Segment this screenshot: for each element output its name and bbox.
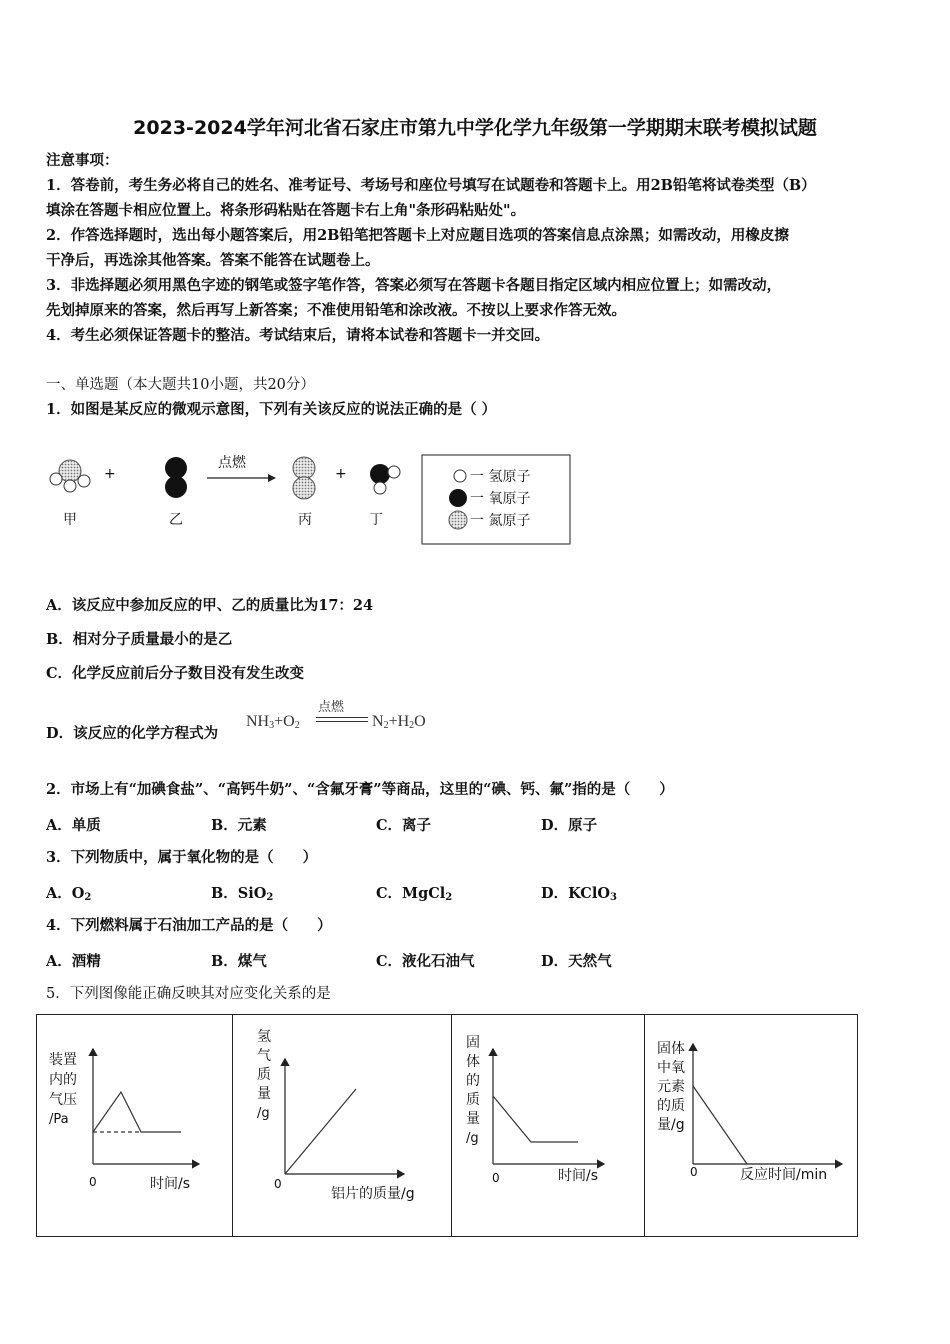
q3-option-b: B．SiO$_2$ — [211, 885, 274, 903]
label-ding: 丁 — [369, 512, 383, 528]
graph-4-origin: 0 — [690, 1165, 698, 1179]
graph-3-xlabel: 时间/s — [558, 1168, 599, 1184]
oxygen-icon — [449, 489, 467, 507]
notice-line: 2．作答选择题时，选出每小题答案后，用2B铅笔把答题卡上对应题目选项的答案信息点涂黑；如需改动，用橡皮擦 — [46, 227, 789, 244]
q4-option-c: C．液化石油气 — [376, 953, 475, 970]
hydrogen-line — [285, 1089, 356, 1174]
q2-option-d: D．原子 — [541, 817, 598, 834]
notice-line: 4．考生必须保证答题卡的整洁。考试结束后，请将本试卷和答题卡一并交回。 — [46, 327, 550, 344]
question-5-stem: 5．下列图像能正确反映其对应变化关系的是 — [46, 986, 331, 1002]
q2-option-b: B．元素 — [211, 817, 267, 834]
graph-4-xlabel: 反应时间/min — [740, 1167, 828, 1183]
oxygen-mass-line — [693, 1086, 747, 1164]
q3-option-a: A．$O_2$ — [46, 885, 92, 903]
chemical-equation: $NH_3+O_2$ — [246, 713, 300, 731]
q1-option-b: B．相对分子质量最小的是乙 — [46, 631, 233, 648]
section-heading: 一、单选题（本大题共10小题，共20分） — [46, 377, 315, 393]
plus-sign: + — [335, 466, 347, 482]
q4-option-d: D．天然气 — [541, 953, 612, 970]
label-bing: 丙 — [298, 512, 312, 528]
notice-line: 3．非选择题必须用黑色字迹的钢笔或签字笔作答，答案必须写在答题卡各题目指定区域内相应位置上；如需改动， — [46, 277, 782, 294]
hydrogen-icon — [454, 470, 466, 482]
question-4-stem: 4．下列燃料属于石油加工产品的是（ ） — [46, 917, 332, 934]
equation-equals — [316, 717, 368, 722]
notice-line: 先划掉原来的答案，然后再写上新答案；不准使用铅笔和涂改液。不按以上要求作答无效。 — [46, 302, 626, 319]
graph-1-origin: 0 — [89, 1175, 97, 1189]
graph-1-ylabel: 装置 内的 气压 /Pa — [49, 1052, 77, 1127]
q1-option-c: C．化学反应前后分子数目没有发生改变 — [46, 665, 305, 682]
arrow-label: 点燃 — [218, 455, 246, 471]
label-yi: 乙 — [169, 512, 183, 528]
question-1-stem: 1．如图是某反应的微观示意图，下列有关该反应的说法正确的是（ ） — [46, 401, 497, 418]
graph-3-ylabel: 固 体 的 质 量 /g — [466, 1035, 480, 1146]
molecule-bing — [293, 457, 315, 499]
q3-option-c: C．MgCl$_2$ — [376, 885, 453, 903]
nitrogen-icon — [449, 511, 467, 529]
graph-2 — [285, 1059, 404, 1174]
page-title: 2023-2024学年河北省石家庄市第九中学化学九年级第一学期期末联考模拟试题 — [133, 117, 817, 139]
molecule-ding — [370, 464, 400, 494]
notice-line: 1．答卷前，考生务必将自己的姓名、准考证号、考场号和座位号填写在试题卷和答题卡上。用2B铅笔将试卷类型（B） — [46, 177, 816, 194]
q4-option-b: B．煤气 — [211, 953, 267, 970]
legend-nitrogen: 一 氮原子 — [470, 513, 531, 529]
q1-option-a: A．该反应中参加反应的甲、乙的质量比为17：24 — [46, 597, 374, 614]
question-2-stem: 2．市场上有“加碘食盐”、“高钙牛奶”、“含氟牙膏”等商品，这里的“碘、钙、氟”指的是（ ） — [46, 781, 674, 798]
graph-2-xlabel: 铝片的质量/g — [331, 1186, 415, 1202]
molecule-jia — [50, 460, 90, 492]
q2-option-c: C．离子 — [376, 817, 432, 834]
molecule-yi — [165, 457, 187, 498]
graph-2-origin: 0 — [274, 1177, 282, 1191]
q3-option-d: D．KClO$_3$ — [541, 885, 617, 903]
q1-option-d: D．该反应的化学方程式为 — [46, 725, 219, 742]
label-jia: 甲 — [63, 512, 77, 528]
equation-condition: 点燃 — [318, 700, 345, 715]
q2-option-a: A．单质 — [46, 817, 101, 834]
notice-line: 填涂在答题卡相应位置上。将条形码粘贴在答题卡右上角"条形码粘贴处"。 — [46, 202, 526, 219]
question-3-stem: 3．下列物质中，属于氧化物的是（ ） — [46, 849, 318, 866]
plus-sign: + — [104, 466, 116, 482]
graph-1 — [93, 1049, 199, 1164]
graphs-svg — [36, 1014, 856, 1236]
graph-3-origin: 0 — [492, 1171, 500, 1185]
notice-line: 干净后，再选涂其他答案。答案不能答在试题卷上。 — [46, 252, 380, 269]
graph-4 — [693, 1044, 842, 1164]
legend-oxygen: 一 氧原子 — [470, 491, 531, 507]
pressure-curve — [93, 1092, 181, 1132]
graph-3 — [493, 1049, 604, 1164]
q4-option-a: A．酒精 — [46, 953, 101, 970]
graph-1-xlabel: 时间/s — [150, 1176, 191, 1192]
chemical-equation-right: $N_2+H_2O$ — [372, 713, 426, 731]
legend-hydrogen: 一 氢原子 — [470, 469, 531, 485]
graph-2-ylabel: 氢 气 质 量 /g — [257, 1029, 271, 1121]
graph-4-ylabel: 固体 中氧 元素 的质 量/g — [657, 1041, 685, 1133]
notice-heading: 注意事项： — [46, 152, 119, 169]
solid-mass-curve — [493, 1096, 578, 1142]
